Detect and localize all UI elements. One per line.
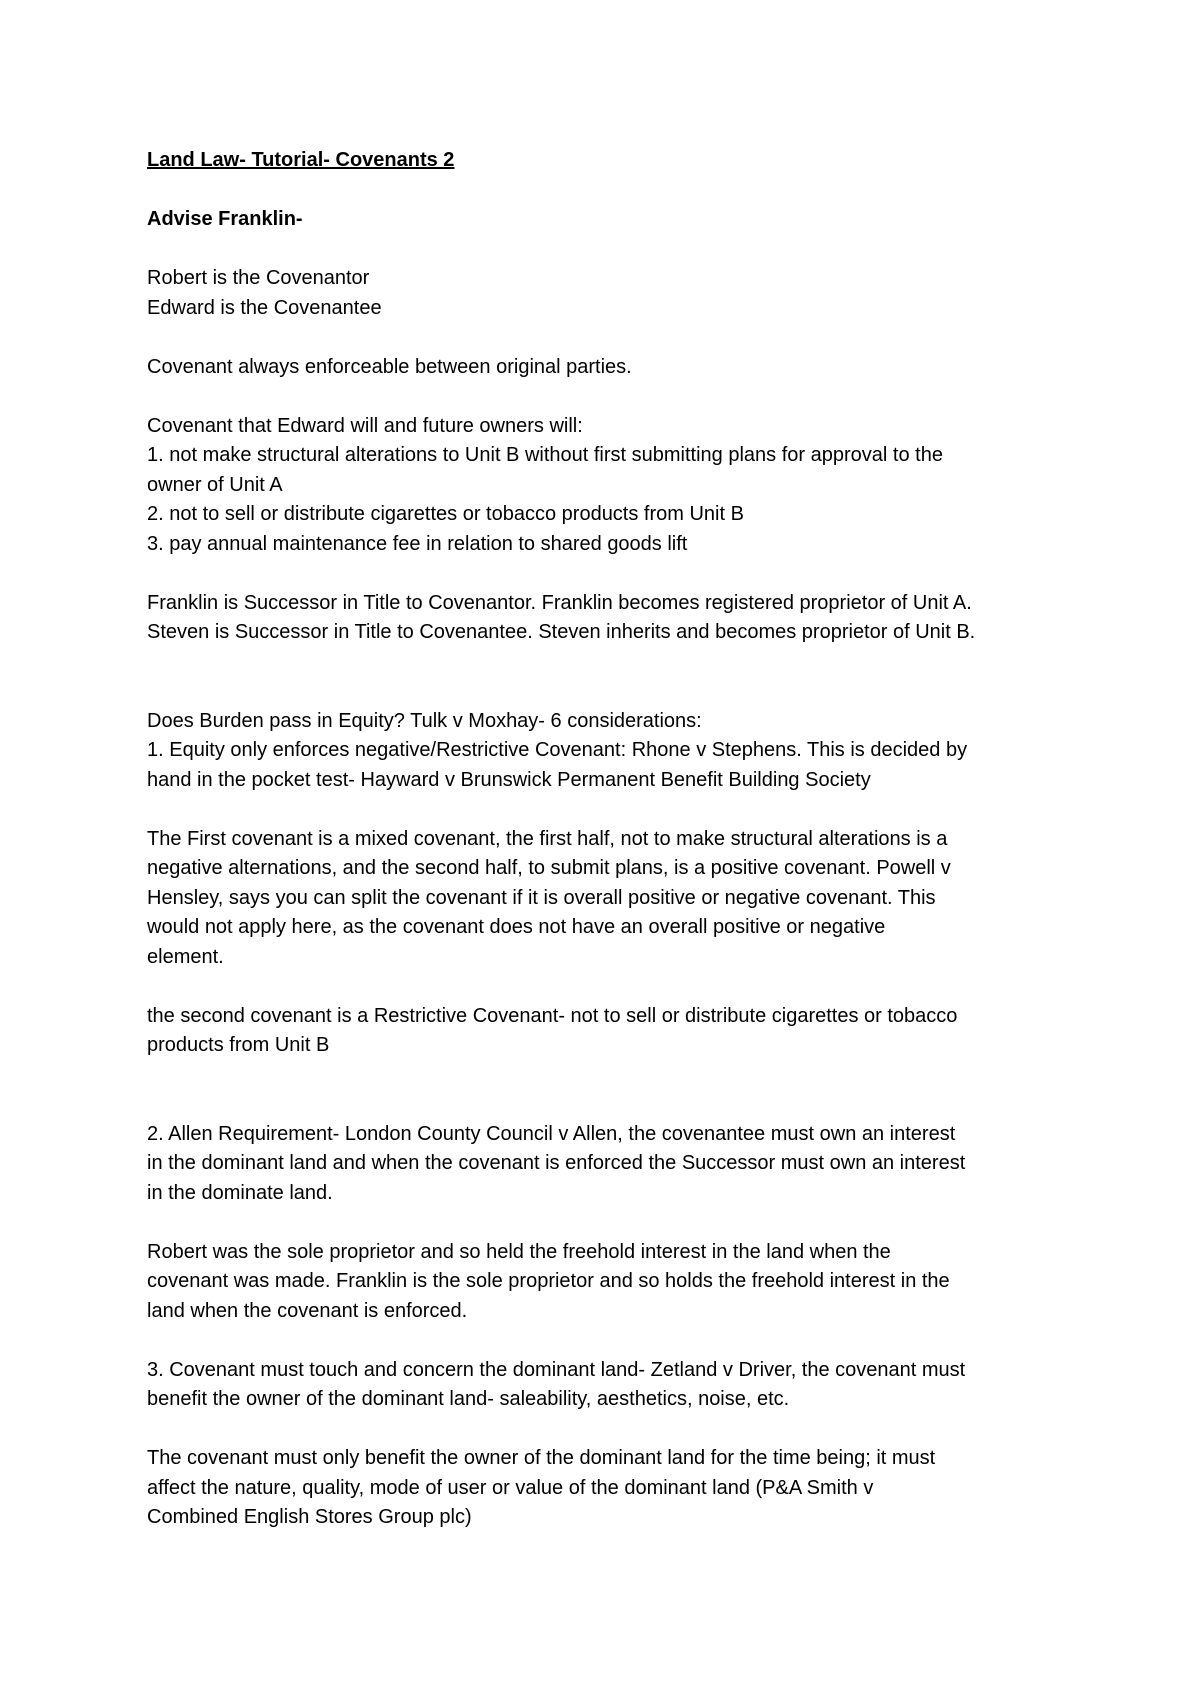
analysis-line: Hensley, says you can split the covenant if it is overall positive or negative covenant. This [147, 886, 936, 909]
document-content [147, 146, 1087, 1533]
analysis-line: element. [147, 945, 224, 968]
covenant-intro: Covenant that Edward will and future owners will: [147, 414, 583, 437]
page-title: Land Law- Tutorial- Covenants 2 [147, 149, 455, 171]
franklin-successor-line: Franklin is Successor in Title to Covenantor. Franklin becomes registered proprietor of Unit A. [147, 591, 972, 614]
analysis-line: the second covenant is a Restrictive Covenant- not to sell or distribute cigarettes or tobacco [147, 1004, 958, 1027]
steven-successor-line: Steven is Successor in Title to Covenantee. Steven inherits and becomes proprietor of Unit B. [147, 621, 976, 643]
covenant-item-1-line-1: 1. not make structural alterations to Unit B without first submitting plans for approval to the [147, 444, 943, 466]
covenant-list [147, 412, 1087, 560]
touch-concern-analysis [147, 1444, 1087, 1533]
analysis-line: negative alternations, and the second half, to submit plans, is a positive covenant. Powell v [147, 857, 951, 879]
analysis-line: would not apply here, as the covenant does not have an overall positive or negative [147, 916, 886, 938]
analysis-line: The covenant must only benefit the owner of the dominant land for the time being; it must [147, 1447, 936, 1469]
covenantee-line: Edward is the Covenantee [147, 296, 382, 319]
allen-analysis [147, 1238, 1087, 1327]
covenantor-line: Robert is the Covenantor [147, 267, 370, 289]
equity-question: Does Burden pass in Equity? Tulk v Moxhay- 6 considerations: [147, 709, 702, 732]
consideration-1-line-1: 1. Equity only enforces negative/Restrictive Covenant: Rhone v Stephens. This is decided by [147, 739, 968, 761]
consideration-1-line-2: hand in the pocket test- Hayward v Brunswick Permanent Benefit Building Society [147, 768, 871, 791]
consideration-2-line: in the dominate land. [147, 1181, 333, 1204]
second-covenant-analysis [147, 1002, 1087, 1061]
consideration-3-line: 3. Covenant must touch and concern the dominant land- Zetland v Driver, the covenant must [147, 1358, 966, 1381]
consideration-2-line: 2. Allen Requirement- London County Council v Allen, the covenantee must own an interest [147, 1122, 956, 1145]
equity-section [147, 707, 1087, 796]
analysis-line: covenant was made. Franklin is the sole proprietor and so holds the freehold interest in the [147, 1270, 950, 1292]
covenant-item-1-line-2: owner of Unit A [147, 473, 283, 496]
parties-paragraph [147, 264, 1087, 323]
original-parties-note: Covenant always enforceable between original parties. [147, 355, 632, 378]
analysis-line: The First covenant is a mixed covenant, the first half, not to make structural alterations is a [147, 827, 948, 850]
consideration-3-line: benefit the owner of the dominant land- saleability, aesthetics, noise, etc. [147, 1388, 790, 1410]
consideration-3-paragraph [147, 1356, 1087, 1415]
first-covenant-analysis [147, 825, 1087, 973]
covenant-item-2: 2. not to sell or distribute cigarettes or tobacco products from Unit B [147, 503, 744, 525]
consideration-2-line: in the dominant land and when the covenant is enforced the Successor must own an interest [147, 1152, 966, 1174]
covenant-item-3: 3. pay annual maintenance fee in relation to shared goods lift [147, 532, 688, 555]
analysis-line: land when the covenant is enforced. [147, 1299, 468, 1322]
analysis-line: affect the nature, quality, mode of user or value of the dominant land (P&A Smith v [147, 1476, 874, 1499]
successors-paragraph [147, 589, 1087, 648]
analysis-line: Combined English Stores Group plc) [147, 1506, 472, 1528]
advice-heading: Advise Franklin- [147, 208, 303, 230]
analysis-line: Robert was the sole proprietor and so held the freehold interest in the land when the [147, 1240, 891, 1263]
analysis-line: products from Unit B [147, 1034, 330, 1056]
consideration-2-paragraph [147, 1120, 1087, 1209]
